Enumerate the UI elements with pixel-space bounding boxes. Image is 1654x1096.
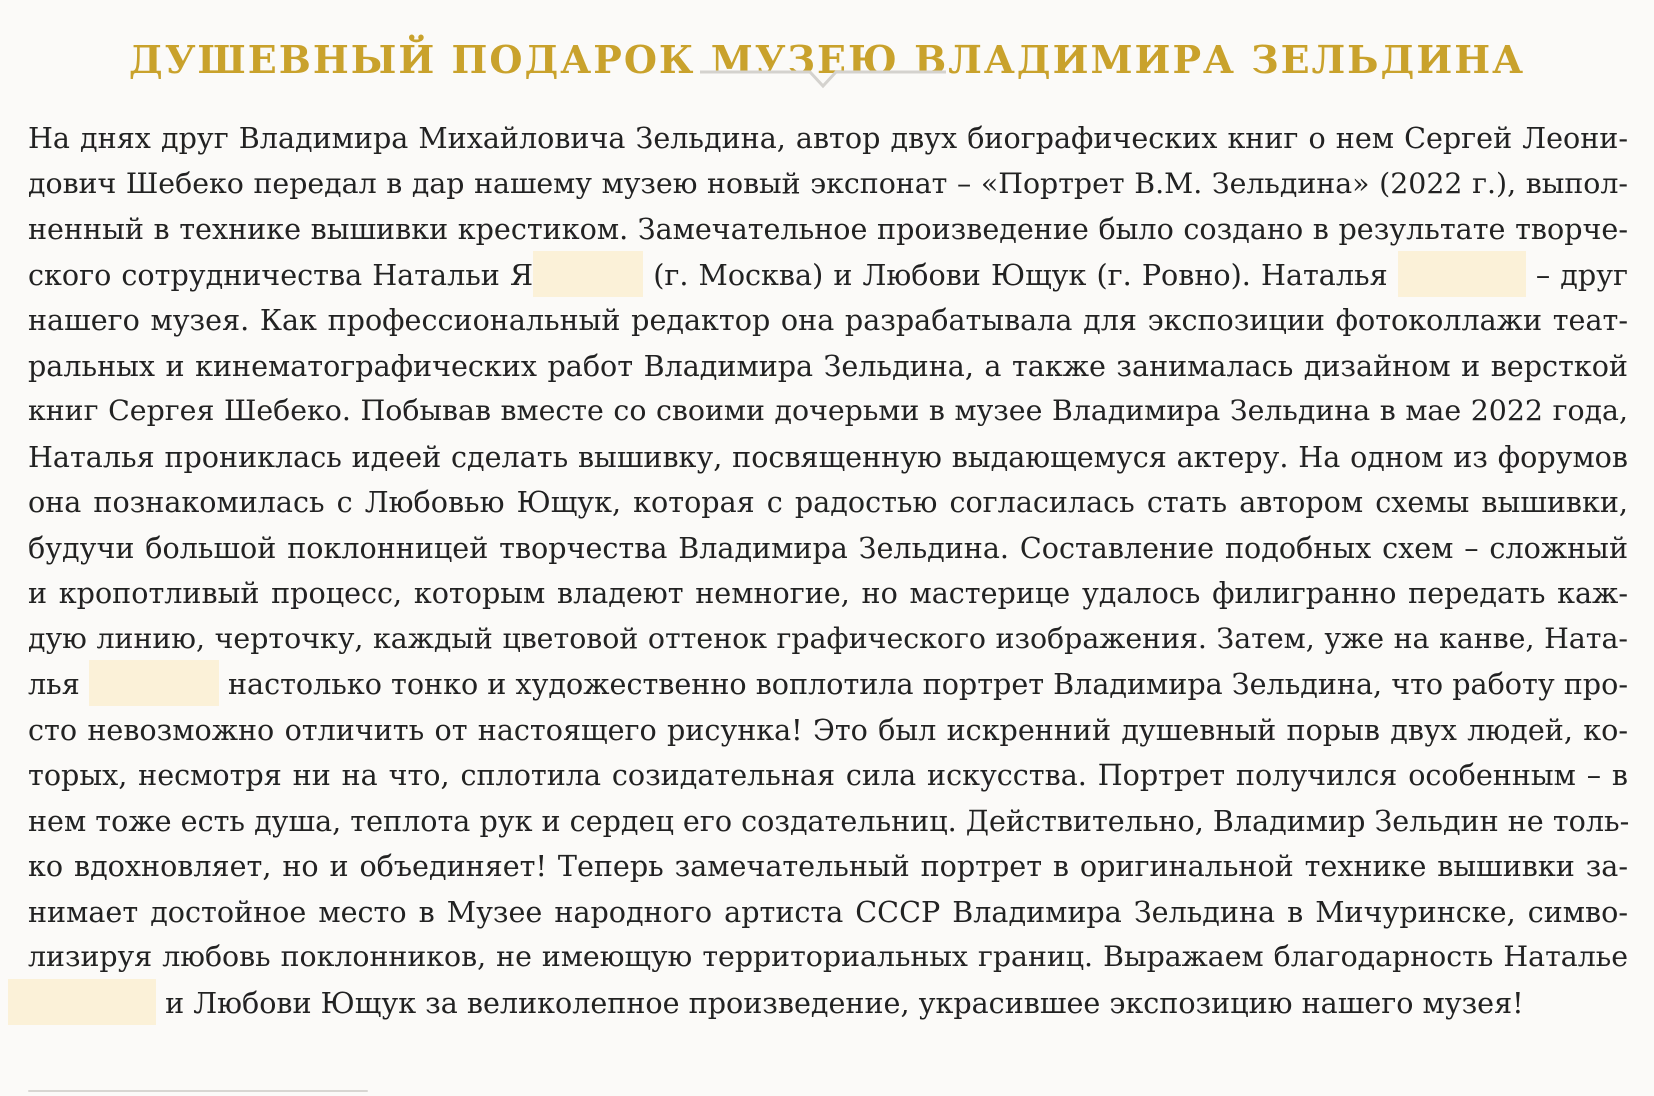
text-line: книг Сергея Шебеко. Побывав вместе со своими дочерьми в музее Владимира Зельдина в мае 2022 года, [28,394,1628,427]
text-line: и кропотливый процесс, которым владеют немногие, но мастерице удалось филигранно передать каж- [28,576,1628,610]
text-line: Наталья прониклась идеей сделать вышивку, посвященную выдающемуся актеру. На одном из форумов [28,440,1628,474]
text-fragment: настолько тонко и художественно воплотила портрет Владимира Зельдина, что работу про- [227,667,1628,701]
text-line [8,979,1628,1027]
text-fragment: – друг [1535,258,1629,292]
bottom-scrollbar-hint [28,1090,368,1092]
title-divider [700,66,946,102]
text-line: дую линию, черточку, каждый цветовой оттенок графического изображения. Затем, уже на канве, Ната- [28,622,1628,655]
text-line: дович Шебеко передал в дар нашему музею новый экспонат – «Портрет В.М. Зельдина» (2022 г.), выпол- [28,167,1628,200]
text-fragment: лья [28,667,80,701]
text-line: На днях друг Владимира Михайловича Зельдина, автор двух биографических книг о нем Сергей Леони- [28,121,1628,155]
article-title: ДУШЕВНЫЙ ПОДАРОК МУЗЕЮ ВЛАДИМИРА ЗЕЛЬДИНА [128,37,1526,83]
text-line [28,660,1628,708]
redacted-name [8,979,156,1025]
text-line: будучи большой поклонницей творчества Владимира Зельдина. Составление подобных схем – сложный [28,531,1628,565]
redacted-name [1398,251,1526,297]
text-line [28,251,1628,299]
text-line: торых, несмотря ни на что, сплотила созидательная сила искусства. Портрет получился особенным – в [28,758,1628,792]
text-line: сто невозможно отличить от настоящего рисунка! Это был искренний душевный порыв двух людей, ко- [28,713,1628,747]
redacted-name [533,251,643,297]
text-line: она познакомилась с Любовью Ющук, которая с радостью согласилась стать автором схемы вышивки, [28,485,1628,519]
text-line: нашего музея. Как профессиональный редактор она разрабатывала для экспозиции фотоколлажи теат- [28,303,1628,337]
text-fragment: (г. Москва) и Любови Ющук (г. Ровно). Наталья [653,258,1388,292]
text-line: нем тоже есть душа, теплота рук и сердец его создательниц. Действительно, Владимир Зельдин не толь- [28,804,1630,838]
text-fragment: и Любови Ющук за великолепное произведение, украсившее экспозицию нашего музея! [165,986,1524,1020]
text-line: ральных и кинематографических работ Владимира Зельдина, а также занималась дизайном и версткой [28,349,1628,383]
redacted-name [89,660,219,706]
text-line: ко вдохновляет, но и объединяет! Теперь замечательный портрет в оригинальной технике вышивки за- [28,849,1628,883]
text-line: нимает достойное место в Музее народного артиста СССР Владимира Зельдина в Мичуринске, симво- [28,895,1628,929]
text-line: лизируя любовь поклонников, не имеющую территориальных границ. Выражаем благодарность Наталье [28,940,1628,973]
text-fragment: ского сотрудничества Натальи Я [28,258,534,292]
text-line: ненный в технике вышивки крестиком. Замечательное произведение было создано в результате творче- [28,212,1628,246]
